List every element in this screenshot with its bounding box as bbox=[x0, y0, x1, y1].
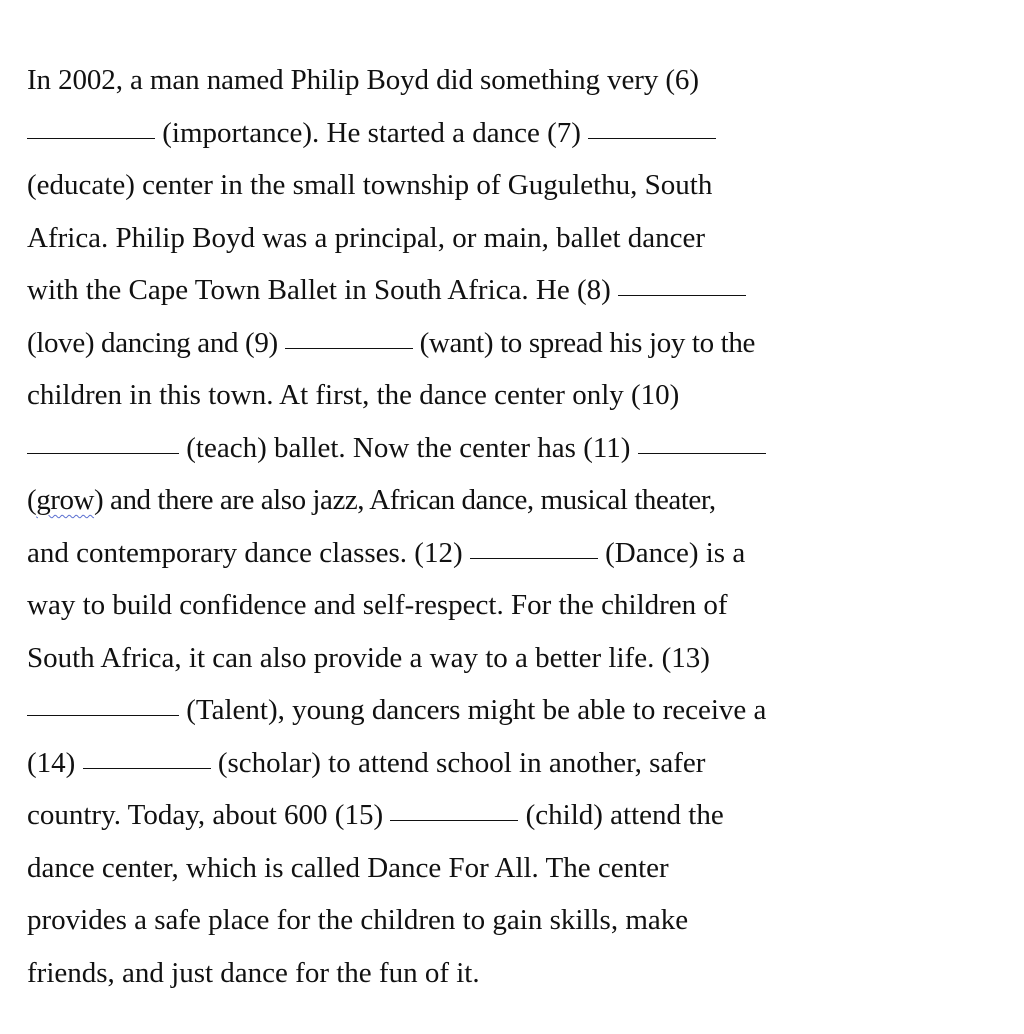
passage-line bbox=[27, 107, 1022, 160]
text-segment: dance center, which is called Dance For All. The center bbox=[27, 851, 669, 884]
passage-line bbox=[27, 212, 1022, 265]
passage-line bbox=[27, 422, 1022, 475]
passage-line bbox=[27, 527, 1022, 580]
passage-line bbox=[27, 842, 1022, 895]
answer-blank-6[interactable] bbox=[27, 138, 155, 139]
passage-line bbox=[27, 947, 1022, 1000]
passage-line bbox=[27, 789, 1022, 842]
text-segment: (importance). He started a dance (7) bbox=[162, 116, 581, 149]
text-segment: (love) dancing and (9) bbox=[27, 326, 278, 359]
text-segment: way to build confidence and self-respect. For the children of bbox=[27, 589, 728, 621]
text-segment bbox=[278, 327, 285, 359]
text-segment: (want) to spread his joy to the bbox=[419, 326, 756, 359]
text-segment: Africa. Philip Boyd was a principal, or main, ballet dancer bbox=[27, 221, 706, 254]
text-segment: ) and there are also jazz, African dance, musical theater, bbox=[94, 484, 716, 516]
text-segment: (scholar) to attend school in another, safer bbox=[217, 746, 706, 779]
text-segment bbox=[75, 747, 82, 779]
text-segment: (child) attend the bbox=[525, 799, 724, 831]
answer-blank-10[interactable] bbox=[27, 453, 179, 454]
passage-line bbox=[27, 579, 1022, 632]
answer-blank-12[interactable] bbox=[470, 558, 598, 559]
passage-line bbox=[27, 474, 1022, 527]
answer-blank-14[interactable] bbox=[83, 768, 211, 769]
text-segment bbox=[611, 274, 618, 306]
passage-line bbox=[27, 317, 1022, 370]
passage-line bbox=[27, 159, 1022, 212]
text-segment: ( bbox=[27, 484, 37, 516]
text-segment: (educate) center in the small township of Gugulethu, South bbox=[27, 169, 713, 201]
text-segment: and contemporary dance classes. (12) bbox=[27, 536, 463, 569]
text-segment: (Dance) is a bbox=[605, 536, 746, 569]
passage-line bbox=[27, 54, 1022, 107]
text-segment bbox=[581, 117, 588, 149]
answer-blank-11[interactable] bbox=[638, 453, 766, 454]
text-segment: with the Cape Town Ballet in South Africa. He (8) bbox=[27, 274, 611, 306]
text-segment: provides a safe place for the children to gain skills, make bbox=[27, 904, 689, 936]
text-segment: (Talent), young dancers might be able to receive a bbox=[186, 694, 767, 726]
text-segment bbox=[630, 432, 637, 464]
answer-blank-7[interactable] bbox=[588, 138, 716, 139]
text-segment bbox=[383, 799, 390, 831]
answer-blank-8[interactable] bbox=[618, 295, 746, 296]
text-segment: (14) bbox=[27, 746, 76, 779]
answer-blank-13[interactable] bbox=[27, 715, 179, 716]
text-segment: friends, and just dance for the fun of it. bbox=[27, 956, 480, 989]
text-segment bbox=[413, 327, 420, 359]
text-segment: South Africa, it can also provide a way to a better life. (13) bbox=[27, 641, 710, 674]
text-segment: (teach) ballet. Now the center has (11) bbox=[186, 431, 631, 464]
spellcheck-flagged-word[interactable]: grow bbox=[36, 484, 95, 516]
passage-line bbox=[27, 737, 1022, 790]
text-segment: In 2002, a man named Philip Boyd did something very (6) bbox=[27, 64, 699, 96]
text-segment: children in this town. At first, the dance center only (10) bbox=[27, 379, 680, 411]
passage-line bbox=[27, 632, 1022, 685]
exercise-passage bbox=[27, 54, 1022, 999]
passage-line bbox=[27, 264, 1022, 317]
passage-line bbox=[27, 369, 1022, 422]
text-segment: country. Today, about 600 (15) bbox=[27, 799, 384, 831]
answer-blank-15[interactable] bbox=[390, 820, 518, 821]
passage-line bbox=[27, 684, 1022, 737]
text-segment bbox=[211, 747, 218, 779]
text-segment bbox=[463, 537, 470, 569]
passage-line bbox=[27, 894, 1022, 947]
answer-blank-9[interactable] bbox=[285, 348, 413, 349]
text-segment bbox=[518, 799, 525, 831]
